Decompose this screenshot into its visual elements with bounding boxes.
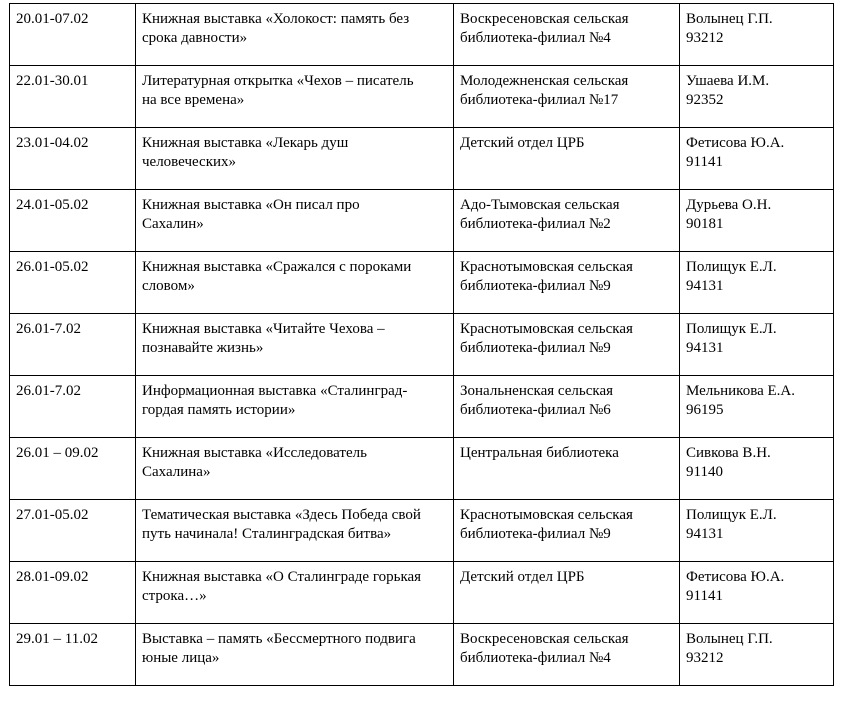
venue-cell	[454, 252, 680, 314]
date-cell	[10, 190, 136, 252]
event-title-cell	[136, 66, 454, 128]
responsible-cell-line: Сивкова В.Н.	[686, 445, 771, 461]
responsible-cell-line: Полищук Е.Л.	[686, 321, 777, 337]
table-row	[10, 4, 834, 66]
table-row	[10, 128, 834, 190]
event-title-cell-line: Книжная выставка «Исследователь	[142, 445, 367, 461]
table-row	[10, 500, 834, 562]
responsible-cell-line: Ушаева И.М.	[686, 73, 770, 89]
responsible-cell-line: Полищук Е.Л.	[686, 259, 777, 275]
event-title-cell-line: Книжная выставка «Читайте Чехова –	[142, 321, 385, 337]
date-cell	[10, 4, 136, 66]
date-cell-line: 20.01-07.02	[16, 11, 89, 27]
responsible-cell-line: Фетисова Ю.А.	[686, 569, 785, 585]
venue-cell-line: библиотека-филиал №4	[460, 30, 611, 46]
event-title-cell-line: Информационная выставка «Сталинград-	[142, 383, 408, 399]
venue-cell	[454, 66, 680, 128]
venue-cell-line: библиотека-филиал №17	[460, 92, 619, 108]
venue-cell-line: Детский отдел ЦРБ	[460, 135, 585, 151]
event-title-cell-line: путь начинала! Сталинградская битва»	[142, 526, 392, 542]
responsible-cell-line: 90181	[686, 216, 724, 232]
responsible-cell-line: 94131	[686, 278, 724, 294]
venue-cell-line: Краснотымовская сельская	[460, 259, 633, 275]
venue-cell	[454, 624, 680, 686]
venue-cell	[454, 190, 680, 252]
date-cell	[10, 314, 136, 376]
date-cell-line: 29.01 – 11.02	[16, 631, 98, 647]
date-cell	[10, 562, 136, 624]
event-title-cell	[136, 376, 454, 438]
table-row	[10, 438, 834, 500]
venue-cell-line: библиотека-филиал №2	[460, 216, 611, 232]
event-title-cell-line: Литературная открытка «Чехов – писатель	[142, 73, 414, 89]
venue-cell	[454, 438, 680, 500]
venue-cell	[454, 500, 680, 562]
event-title-cell-line: Сахалин»	[142, 216, 204, 232]
date-cell	[10, 376, 136, 438]
responsible-cell	[680, 252, 834, 314]
responsible-cell	[680, 376, 834, 438]
responsible-cell-line: Волынец Г.П.	[686, 11, 773, 27]
venue-cell-line: Центральная библиотека	[460, 445, 619, 461]
events-table	[9, 3, 834, 686]
event-title-cell-line: на все времена»	[142, 92, 245, 108]
event-title-cell-line: Книжная выставка «Холокост: память без	[142, 11, 410, 27]
event-title-cell-line: Сахалина»	[142, 464, 211, 480]
responsible-cell-line: 94131	[686, 340, 724, 356]
event-title-cell-line: словом»	[142, 278, 195, 294]
event-title-cell-line: гордая память истории»	[142, 402, 296, 418]
venue-cell-line: библиотека-филиал №9	[460, 340, 611, 356]
venue-cell-line: Зональненская сельская	[460, 383, 613, 399]
date-cell-line: 26.01-7.02	[16, 321, 81, 337]
venue-cell-line: Молодежненская сельская	[460, 73, 629, 89]
table-row	[10, 252, 834, 314]
responsible-cell	[680, 562, 834, 624]
event-title-cell	[136, 252, 454, 314]
event-title-cell	[136, 438, 454, 500]
responsible-cell-line: 93212	[686, 650, 724, 666]
venue-cell-line: библиотека-филиал №6	[460, 402, 611, 418]
venue-cell-line: Воскресеновская сельская	[460, 631, 629, 647]
date-cell	[10, 128, 136, 190]
event-title-cell-line: Книжная выставка «Он писал про	[142, 197, 360, 213]
responsible-cell-line: 91141	[686, 154, 723, 170]
date-cell	[10, 624, 136, 686]
responsible-cell	[680, 438, 834, 500]
responsible-cell-line: 91141	[686, 588, 723, 604]
event-title-cell-line: юные лица»	[142, 650, 220, 666]
responsible-cell-line: Фетисова Ю.А.	[686, 135, 785, 151]
table-row	[10, 562, 834, 624]
responsible-cell	[680, 190, 834, 252]
responsible-cell	[680, 624, 834, 686]
responsible-cell	[680, 4, 834, 66]
responsible-cell-line: Волынец Г.П.	[686, 631, 773, 647]
venue-cell-line: Детский отдел ЦРБ	[460, 569, 585, 585]
responsible-cell-line: 93212	[686, 30, 724, 46]
table-row	[10, 314, 834, 376]
date-cell	[10, 500, 136, 562]
date-cell	[10, 66, 136, 128]
event-title-cell	[136, 314, 454, 376]
responsible-cell-line: Дурьева О.Н.	[686, 197, 772, 213]
venue-cell-line: библиотека-филиал №4	[460, 650, 611, 666]
event-title-cell-line: Книжная выставка «Сражался с пороками	[142, 259, 412, 275]
table-row	[10, 190, 834, 252]
responsible-cell	[680, 314, 834, 376]
table-row	[10, 624, 834, 686]
responsible-cell	[680, 128, 834, 190]
date-cell-line: 23.01-04.02	[16, 135, 89, 151]
event-title-cell	[136, 500, 454, 562]
date-cell-line: 22.01-30.01	[16, 73, 89, 89]
responsible-cell-line: 96195	[686, 402, 724, 418]
event-title-cell	[136, 4, 454, 66]
venue-cell-line: библиотека-филиал №9	[460, 278, 611, 294]
responsible-cell-line: Полищук Е.Л.	[686, 507, 777, 523]
venue-cell	[454, 128, 680, 190]
event-title-cell-line: Книжная выставка «Лекарь душ	[142, 135, 349, 151]
date-cell	[10, 252, 136, 314]
responsible-cell-line: 94131	[686, 526, 724, 542]
venue-cell-line: библиотека-филиал №9	[460, 526, 611, 542]
date-cell	[10, 438, 136, 500]
responsible-cell	[680, 500, 834, 562]
event-title-cell-line: Тематическая выставка «Здесь Победа свой	[142, 507, 421, 523]
event-title-cell	[136, 128, 454, 190]
event-title-cell	[136, 190, 454, 252]
responsible-cell-line: 91140	[686, 464, 723, 480]
venue-cell-line: Краснотымовская сельская	[460, 321, 633, 337]
event-title-cell-line: познавайте жизнь»	[142, 340, 264, 356]
date-cell-line: 26.01-05.02	[16, 259, 89, 275]
date-cell-line: 27.01-05.02	[16, 507, 89, 523]
event-title-cell-line: Книжная выставка «О Сталинграде горькая	[142, 569, 422, 585]
venue-cell-line: Адо-Тымовская сельская	[460, 197, 620, 213]
event-title-cell-line: Выставка – память «Бессмертного подвига	[142, 631, 416, 647]
event-title-cell-line: человеческих»	[142, 154, 237, 170]
date-cell-line: 28.01-09.02	[16, 569, 89, 585]
venue-cell	[454, 562, 680, 624]
events-table-body	[10, 4, 834, 686]
date-cell-line: 26.01 – 09.02	[16, 445, 99, 461]
table-row	[10, 66, 834, 128]
event-title-cell	[136, 624, 454, 686]
venue-cell	[454, 376, 680, 438]
event-title-cell-line: срока давности»	[142, 30, 248, 46]
date-cell-line: 26.01-7.02	[16, 383, 81, 399]
event-title-cell	[136, 562, 454, 624]
venue-cell	[454, 4, 680, 66]
date-cell-line: 24.01-05.02	[16, 197, 89, 213]
venue-cell	[454, 314, 680, 376]
event-title-cell-line: строка…»	[142, 588, 207, 604]
venue-cell-line: Краснотымовская сельская	[460, 507, 633, 523]
venue-cell-line: Воскресеновская сельская	[460, 11, 629, 27]
responsible-cell	[680, 66, 834, 128]
responsible-cell-line: Мельникова Е.А.	[686, 383, 795, 399]
responsible-cell-line: 92352	[686, 92, 724, 108]
table-row	[10, 376, 834, 438]
